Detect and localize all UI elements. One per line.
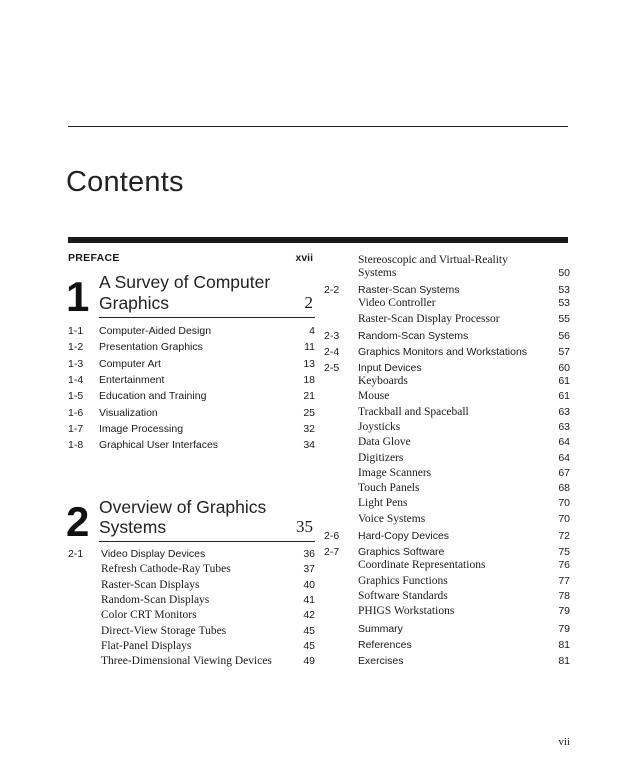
toc-entry-page: 67 [558,467,570,479]
toc-entry-title[interactable]: Joysticks [358,421,401,433]
toc-entry-title[interactable]: Voice Systems [358,513,426,525]
toc-entry-page: 4 [309,325,315,337]
toc-entry-title[interactable]: Flat-Panel Displays [101,639,192,652]
chapter-2-title-line1[interactable]: Overview of Graphics [99,497,267,517]
toc-entry-title[interactable]: Graphics Functions [358,575,448,587]
toc-entry-page: 45 [303,639,315,652]
toc-entry-page: 81 [558,655,570,667]
section-number: 1-8 [68,439,84,452]
toc-entry-page: 32 [303,422,315,435]
chapter-1-number: 1 [66,273,90,320]
toc-entry-title[interactable]: Graphics Monitors and Workstations [358,346,528,358]
toc-entry-page: 55 [558,313,570,325]
toc-entry-page: 64 [558,452,570,464]
toc-entry-title[interactable]: Exercises [358,655,404,667]
toc-entry-title[interactable]: Touch Panels [358,482,420,494]
toc-entry-page: 57 [558,346,570,358]
toc-entry-page: 61 [558,390,570,402]
toc-entry-title[interactable]: Software Standards [358,590,448,602]
toc-entry-title[interactable]: Systems [358,267,397,279]
toc-entry-page: 13 [303,357,315,370]
toc-entry-page: 79 [558,605,570,617]
toc-entry-title[interactable]: Keyboards [358,375,408,387]
toc-entry-page: 60 [558,362,570,374]
section-number: 2-5 [324,362,340,374]
toc-entry-title[interactable]: Video Display Devices [101,548,206,560]
toc-entry-page: 56 [558,330,570,342]
chapter-2-title-line2[interactable]: Systems [99,517,167,537]
toc-entry-page: 78 [558,590,570,602]
toc-entry-title[interactable]: Visualization [99,406,158,419]
toc-entry-title[interactable]: PHIGS Workstations [358,605,455,617]
toc-entry-title[interactable]: Three-Dimensional Viewing Devices [101,655,272,668]
toc-entry-title[interactable]: Graphical User Interfaces [99,439,219,452]
toc-entry-title[interactable]: Input Devices [358,362,422,374]
preface-page: xvii [295,252,313,264]
chapter-2-number: 2 [66,498,90,545]
toc-entry-title[interactable]: Hard-Copy Devices [358,530,450,542]
toc-entry-title[interactable]: Computer-Aided Design [99,325,212,337]
toc-entry-page: 34 [303,439,315,452]
toc-entry-page: 70 [558,513,570,525]
toc-entry-title[interactable]: Digitizers [358,452,404,464]
heading-bar [68,237,568,243]
toc-entry-page: 75 [558,546,570,558]
chapter-1-rule [99,317,315,318]
preface-label[interactable]: PREFACE [68,252,120,264]
toc-entry-title[interactable]: Direct-View Storage Tubes [101,624,227,637]
toc-entry-title[interactable]: Data Glove [358,436,411,448]
toc-entry-page: 41 [303,593,315,606]
section-number: 1-5 [68,390,84,403]
toc-entry-title[interactable]: Entertainment [99,373,165,386]
toc-entry-title[interactable]: Trackball and Spaceball [358,406,469,418]
section-number: 1-7 [68,422,84,435]
chapter-2-rule [99,541,315,542]
top-rule [68,126,568,127]
section-number: 1-1 [68,325,84,337]
toc-entry-title[interactable]: Color CRT Monitors [101,609,197,622]
chapter-1-title-line2[interactable]: Graphics [99,293,170,313]
toc-entry-page: 11 [304,341,315,354]
toc-entry-title[interactable]: Stereoscopic and Virtual-Reality [358,254,508,266]
toc-entry-title[interactable]: Summary [358,623,403,635]
section-number: 2-1 [68,548,84,560]
toc-entry-page: 68 [558,482,570,494]
toc-entry-page: 36 [303,548,315,560]
toc-entry-page: 79 [558,623,570,635]
toc-entry-page: 61 [558,375,570,387]
toc-entry-title[interactable]: Video Controller [358,297,436,309]
toc-entry-page: 37 [303,563,315,576]
toc-entry-page: 18 [303,373,315,386]
toc-entry-page: 45 [303,624,315,637]
toc-entry-title[interactable]: Mouse [358,390,390,402]
toc-entry-page: 50 [558,267,570,279]
toc-entry-title[interactable]: Coordinate Representations [358,559,486,571]
toc-entry-page: 64 [558,436,570,448]
section-number: 2-6 [324,530,340,542]
toc-entry-title[interactable]: Image Processing [99,422,184,435]
section-number: 1-4 [68,373,84,386]
toc-entry-page: 76 [558,559,570,571]
section-number: 2-2 [324,284,340,296]
chapter-1-page: 2 [304,293,313,312]
toc-entry-title[interactable]: Random-Scan Displays [101,593,210,606]
section-number: 2-7 [324,546,340,558]
toc-entry-title[interactable]: References [358,639,412,651]
page-folio: vii [558,736,570,748]
toc-entry-page: 81 [558,639,570,651]
page-title: Contents [66,166,184,198]
toc-entry-title[interactable]: Random-Scan Systems [358,330,469,342]
toc-entry-title[interactable]: Graphics Software [358,546,445,558]
toc-entry-title[interactable]: Raster-Scan Displays [101,578,200,591]
chapter-2-page: 35 [296,517,313,536]
toc-entry-page: 63 [558,421,570,433]
toc-entry-page: 77 [558,575,570,587]
toc-entry-page: 70 [558,497,570,509]
toc-entry-page: 21 [303,390,315,403]
toc-entry-title[interactable]: Education and Training [99,390,207,403]
toc-entry-page: 72 [558,530,570,542]
toc-entry-page: 53 [558,284,570,296]
toc-entry-page: 63 [558,406,570,418]
toc-entry-title[interactable]: Computer Art [99,357,161,370]
toc-entry-title[interactable]: Presentation Graphics [99,341,203,354]
section-number: 1-2 [68,341,84,354]
toc-entry-page: 40 [303,578,315,591]
toc-entry-title[interactable]: Refresh Cathode-Ray Tubes [101,563,231,576]
toc-entry-title[interactable]: Raster-Scan Display Processor [358,313,500,325]
toc-entry-page: 53 [558,297,570,309]
section-number: 2-4 [324,346,340,358]
toc-entry-page: 42 [303,609,315,622]
section-number: 2-3 [324,330,340,342]
section-number: 1-3 [68,357,84,370]
toc-entry-title[interactable]: Image Scanners [358,467,432,479]
toc-entry-page: 49 [303,655,315,668]
toc-entry-title[interactable]: Light Pens [358,497,408,509]
toc-entry-page: 25 [303,406,315,419]
chapter-1-title-line1[interactable]: A Survey of Computer [99,272,271,292]
toc-entry-title[interactable]: Raster-Scan Systems [358,284,460,296]
section-number: 1-6 [68,406,84,419]
